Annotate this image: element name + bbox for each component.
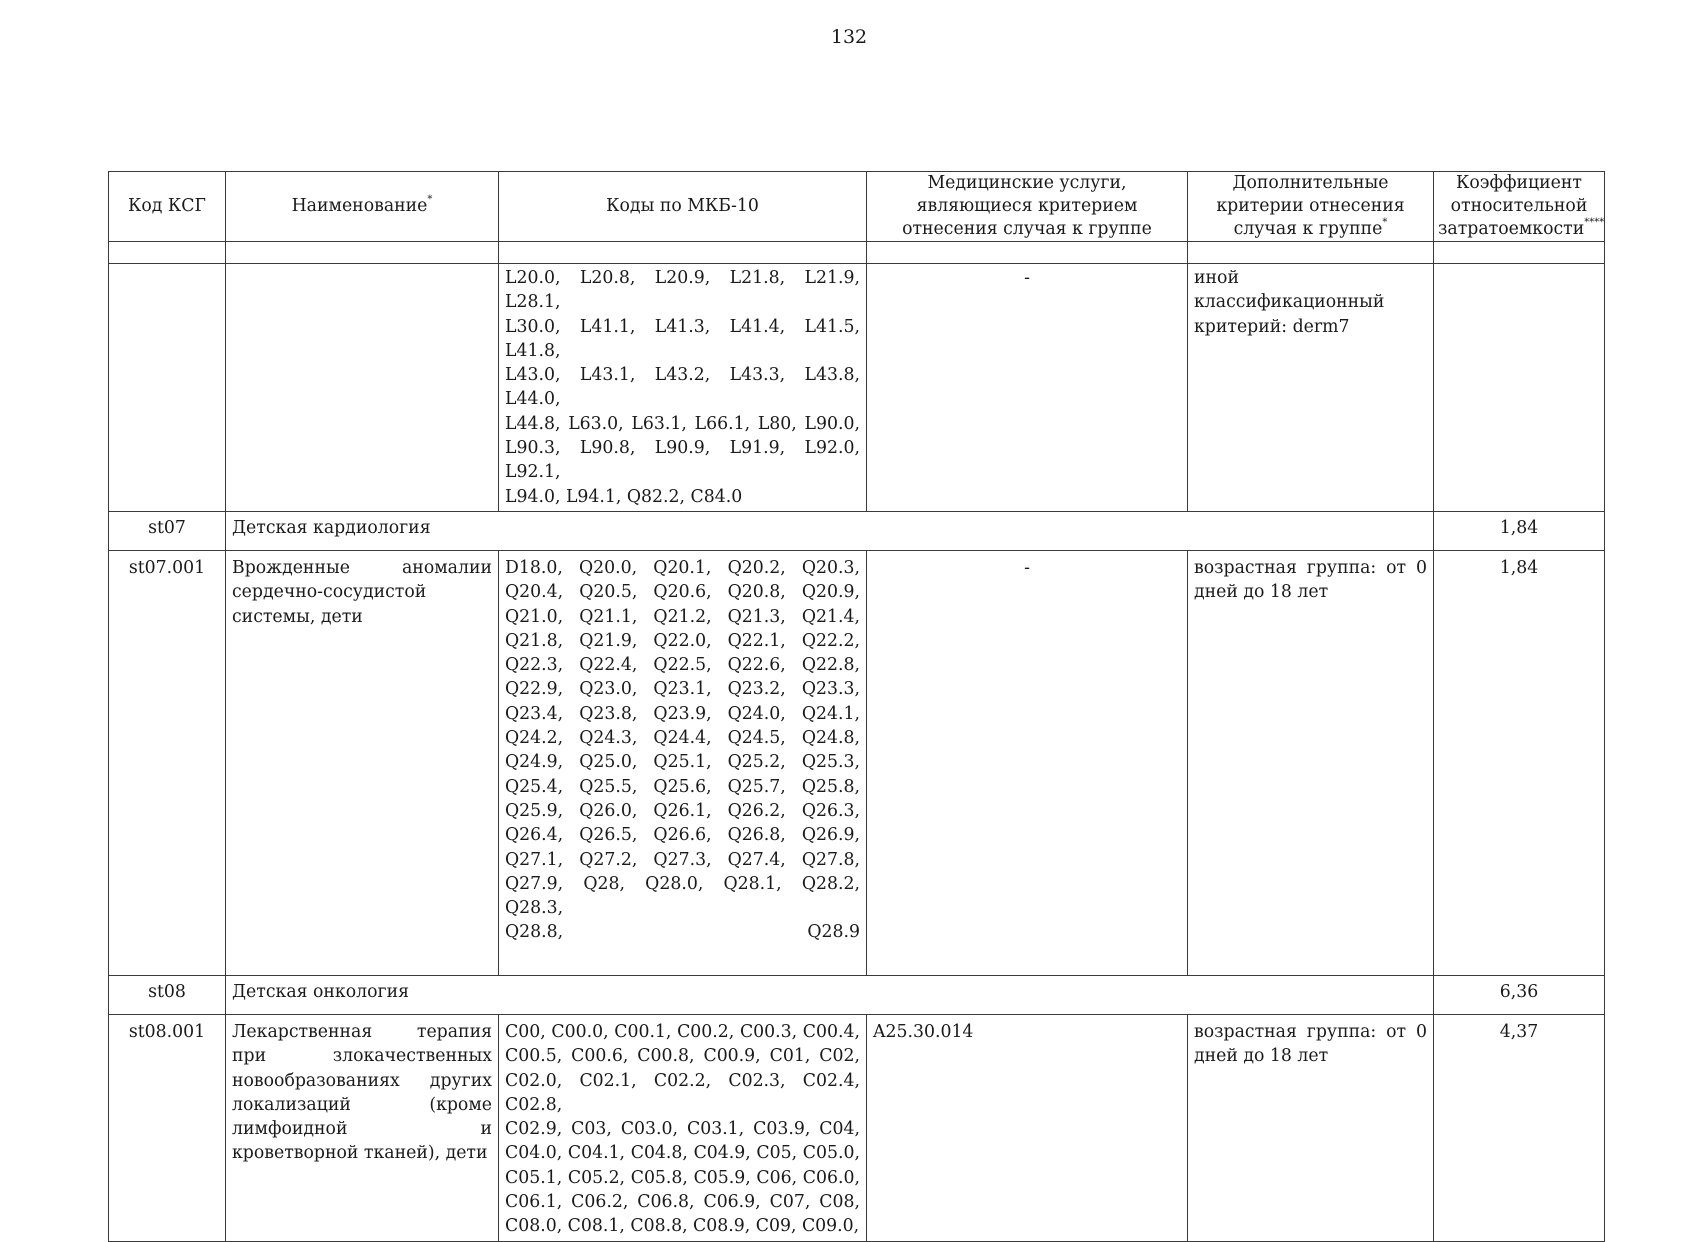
icd-code-line: C02.0, C02.1, C02.2, C02.3, C02.4, C02.8, (505, 1070, 860, 1115)
cell-code: st08.001 (109, 1014, 226, 1241)
icd-code-line: Q27.9, Q28, Q28.0, Q28.1, Q28.2, Q28.3, (505, 873, 860, 919)
icd-code-line: C00.5, C00.6, C00.8, C00.9, C01, C02, (505, 1046, 860, 1067)
header-coef-footnote-mark: **** (1584, 217, 1605, 228)
table-header-row (109, 172, 1605, 242)
header-coef: Коэффициент относительной затратоемкости**** (1434, 172, 1605, 242)
icd-code-line: L30.0, L41.1, L41.3, L41.4, L41.5, L41.8, (505, 316, 860, 361)
header-criteria-footnote-mark: * (1382, 217, 1388, 228)
cell-coef: 6,36 (1434, 975, 1605, 1014)
header-spacer-row (109, 242, 1605, 264)
cell-coef: 1,84 (1434, 550, 1605, 975)
page-number: 132 (830, 26, 868, 48)
icd-code-line: Q25.9, Q26.0, Q26.1, Q26.2, Q26.3, (505, 800, 860, 821)
icd-code-line: Q28.8, Q28.9 (505, 922, 860, 943)
cell-coef: 4,37 (1434, 1014, 1605, 1241)
ksg-table (108, 171, 1605, 1242)
icd-code-line: C00, C00.0, C00.1, C00.2, C00.3, C00.4, (505, 1021, 860, 1042)
icd-code-line: Q24.9, Q25.0, Q25.1, Q25.2, Q25.3, (505, 752, 860, 773)
cell-services: - (867, 264, 1188, 512)
icd-code-line: C04.0, C04.1, C04.8, C04.9, C05, C05.0, (505, 1143, 860, 1164)
icd-code-line: Q20.4, Q20.5, Q20.6, Q20.8, Q20.9, (505, 582, 860, 603)
icd-code-line: L43.0, L43.1, L43.2, L43.3, L43.8, L44.0, (505, 365, 860, 410)
header-name: Наименование* (226, 172, 499, 242)
cell-name: Врожденные аномалии сердечно-сосудистой системы, дети (226, 550, 499, 975)
icd-code-line: L90.3, L90.8, L90.9, L91.9, L92.0, L92.1, (505, 438, 860, 483)
cell-name: Детская кардиология (226, 511, 1434, 550)
cell-name (226, 264, 499, 512)
icd-code-line: L94.0, L94.1, Q82.2, C84.0 (505, 486, 743, 507)
header-icd: Коды по МКБ-10 (499, 172, 867, 242)
icd-code-line: C05.1, C05.2, C05.8, C05.9, C06, C06.0, (505, 1167, 860, 1188)
cell-name: Лекарственная терапия при злокачественных новообразованиях других локализаций (кроме лимфоидной и кроветворной тканей), дети (226, 1014, 499, 1241)
icd-code-line: Q26.4, Q26.5, Q26.6, Q26.8, Q26.9, (505, 825, 860, 846)
cell-coef (1434, 264, 1605, 512)
icd-code-line: C08.0, C08.1, C08.8, C08.9, C09, C09.0, (505, 1216, 860, 1237)
header-criteria: Дополнительные критерии отнесения случая к группе* (1188, 172, 1434, 242)
icd-code-line: Q21.0, Q21.1, Q21.2, Q21.3, Q21.4, (505, 606, 860, 627)
cell-icd-codes (499, 1014, 867, 1241)
table-row (109, 975, 1605, 1014)
cell-icd-codes (499, 264, 867, 512)
cell-code: st07.001 (109, 550, 226, 975)
cell-services: - (867, 550, 1188, 975)
icd-code-line: Q24.2, Q24.3, Q24.4, Q24.5, Q24.8, (505, 728, 860, 749)
cell-criteria: возрастная группа: от 0 дней до 18 лет (1188, 550, 1434, 975)
icd-code-line: L20.0, L20.8, L20.9, L21.8, L21.9, L28.1, (505, 268, 860, 313)
cell-icd-codes (499, 550, 867, 975)
icd-code-line: Q21.8, Q21.9, Q22.0, Q22.1, Q22.2, (505, 630, 860, 651)
table-row (109, 511, 1605, 550)
icd-code-line: Q22.3, Q22.4, Q22.5, Q22.6, Q22.8, (505, 655, 860, 676)
cell-code (109, 264, 226, 512)
icd-code-line: Q22.9, Q23.0, Q23.1, Q23.2, Q23.3, (505, 679, 860, 700)
table-row (109, 1014, 1605, 1241)
cell-criteria: возрастная группа: от 0 дней до 18 лет (1188, 1014, 1434, 1241)
icd-code-line: C02.9, C03, C03.0, C03.1, C03.9, C04, (505, 1119, 860, 1140)
cell-name: Детская онкология (226, 975, 1434, 1014)
icd-code-line: C06.1, C06.2, C06.8, C06.9, C07, C08, (505, 1192, 860, 1213)
cell-services: A25.30.014 (867, 1014, 1188, 1241)
icd-code-line: Q23.4, Q23.8, Q23.9, Q24.0, Q24.1, (505, 703, 860, 724)
cell-code: st07 (109, 511, 226, 550)
table-row (109, 550, 1605, 975)
icd-code-line: Q27.1, Q27.2, Q27.3, Q27.4, Q27.8, (505, 849, 860, 870)
header-services: Медицинские услуги, являющиеся критерием отнесения случая к группе (867, 172, 1188, 242)
cell-coef: 1,84 (1434, 511, 1605, 550)
cell-criteria: иной классификационный критерий: derm7 (1188, 264, 1434, 512)
table-row (109, 264, 1605, 512)
header-name-footnote-mark: * (427, 194, 433, 205)
header-code: Код КСГ (109, 172, 226, 242)
icd-code-line: D18.0, Q20.0, Q20.1, Q20.2, Q20.3, (505, 557, 860, 578)
icd-code-line: L44.8, L63.0, L63.1, L66.1, L80, L90.0, (505, 413, 860, 434)
icd-code-line: Q25.4, Q25.5, Q25.6, Q25.7, Q25.8, (505, 776, 860, 797)
cell-code: st08 (109, 975, 226, 1014)
